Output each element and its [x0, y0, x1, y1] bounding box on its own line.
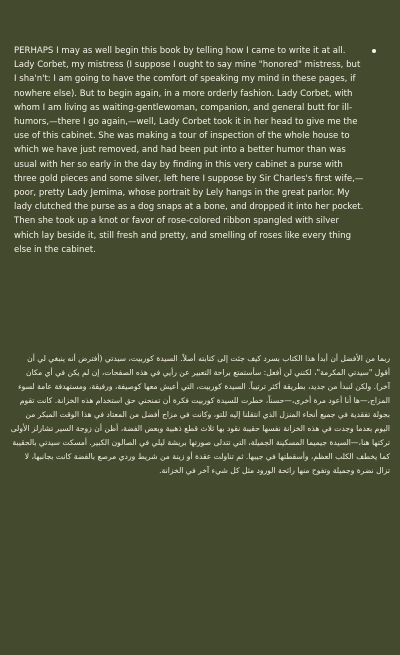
english-paragraph: PERHAPS I may as well begin this book by telling how I came to write it at all. Lady Corbet, my mistress (I suppose I ought to say mine "honored" mistress, but I sha'n't: I am going to have the comfort of speaking my mind in these pages, if nowhere else). But to begin again, in a more orderly fashion. Lady Corbet, with whom I am living as waiting-gentlewoman, companion, and general butt for ill-humors,—there I go again,—well, Lady Corbet took it in her head to give me the use of this cabinet. She was making a tour of inspection of the whole house to which we have just removed, and had been put into a better humor than was usual with her so early in the day by finding in this very cabinet a purse with three gold pieces and some silver, left here I suppose by Sir Charles's first wife,—poor, pretty Lady Jemima, whose portrait by Lely hangs in the great parlor. My lady clutched the purse as a dog snaps at a bone, and dropped it into her pocket. Then she took up a knot or favor of rose-colored ribbon spangled with silver which lay beside it, still fresh and pretty, and smelling of roses like every thing else in the cabinet.	[14, 46, 364, 255]
bullet-marker	[372, 49, 376, 53]
arabic-paragraph: ربما من الأفضل أن أبدأ هذا الكتاب بسرد كيف جئت إلى كتابته أصلاً. السيدة كوربيت، سيدتي (أفترض أنه ينبغي لي أن أقول "سيدتي المكرمة"، لكنني لن أفعل: سأستمتع براحة التعبير عن رأيي في هذه الصفحات، إن لم يكن في أي مكان آخر). ولكن لنبدأ من جديد، بطريقة أكثر ترتيباً. السيدة كوربيت، التي أعيش معها كوصيفة، ورفيقة، ومستهدفة عامة لسوء المزاج،—ها أنا أعود مرة أخرى،—حسناً، خطرت للسيدة كوربيت فكرة أن تمنحني حق استخدام هذه الخزانة. كانت تقوم بجولة تفقدية في جميع أنحاء المنزل الذي انتقلنا إليه للتو، وكانت في مزاج أفضل من المعتاد في هذا الوقت المبكر من اليوم بعدما وجدت في هذه الخزانة نفسها حقيبة نقود بها ثلاث قطع ذهبية وبعض الفضة، أظن أن زوجة السير تشارلز الأولى تركتها هنا،—السيدة جيميما المسكينة الجميلة، التي تتدلى صورتها بريشة ليلي في الصالون الكبير. أمسكت سيدتي بالحقيبة كما يخطف الكلب العظم، وأسقطتها في جيبها. ثم تناولت عقدة أو زينة من شريط وردي مرصع بالفضة كانت بجانبها، لا تزال نضرة وجميلة وتفوح منها رائحة الورود مثل كل شيء آخر في الخزانة.	[10, 354, 390, 475]
